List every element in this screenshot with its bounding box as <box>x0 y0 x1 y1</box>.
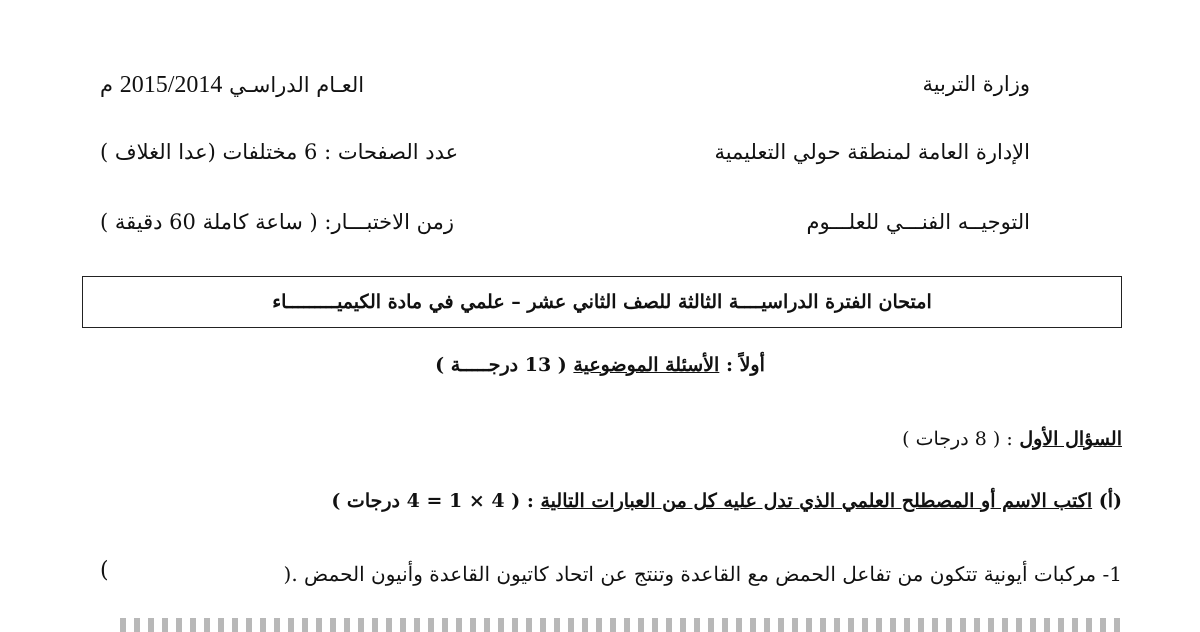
exam-title-box <box>82 276 1122 328</box>
academic-year <box>100 72 364 99</box>
part-a-heading <box>331 490 1122 512</box>
question-1-title: السؤال الأول <box>1019 428 1122 450</box>
section-marks: ( 13 درجـــــة ) <box>435 354 567 376</box>
item-number: 1- <box>1102 562 1122 586</box>
exam-title: امتحان الفترة الدراسيــــة الثالثة للصف الثاني عشر – علمي في مادة الكيميـــــــــاء <box>272 291 932 313</box>
part-a-instruction: اكتب الاسم أو المصطلح العلمي الذي تدل عليه كل من العبارات التالية <box>540 490 1093 512</box>
question-1-heading <box>902 428 1122 450</box>
answer-blank[interactable]: ) <box>100 558 109 583</box>
item-text: مركبات أيونية تتكون من تفاعل الحمض مع القاعدة وتنتج عن اتحاد كاتيون القاعدة وأنيون الحمض .( <box>283 562 1097 586</box>
year-suffix: م <box>100 73 114 97</box>
section-title: الأسئلة الموضوعية <box>573 354 720 376</box>
part-a-marks: : ( 4 × 1 = 4 درجات ) <box>331 490 534 512</box>
section-prefix: أولاً : <box>725 354 765 376</box>
year-value: 2015/2014 <box>119 72 223 98</box>
directorate-name: الإدارة العامة لمنطقة حولي التعليمية <box>714 140 1030 164</box>
ministry-name: وزارة التربية <box>922 72 1030 96</box>
list-item <box>284 562 1122 586</box>
part-a-label: (أ) <box>1098 490 1122 512</box>
year-label: العـام الدراسـي <box>229 73 365 97</box>
supervision-name: التوجيــه الفنـــي للعلـــوم <box>806 210 1030 234</box>
section-heading <box>0 354 1200 376</box>
question-1-marks: : ( 8 درجات ) <box>902 428 1013 450</box>
exam-duration: زمن الاختبـــار: ( ساعة كاملة 60 دقيقة ) <box>100 210 455 234</box>
page-count: عدد الصفحات : 6 مختلفات (عدا الغلاف ) <box>100 140 459 164</box>
